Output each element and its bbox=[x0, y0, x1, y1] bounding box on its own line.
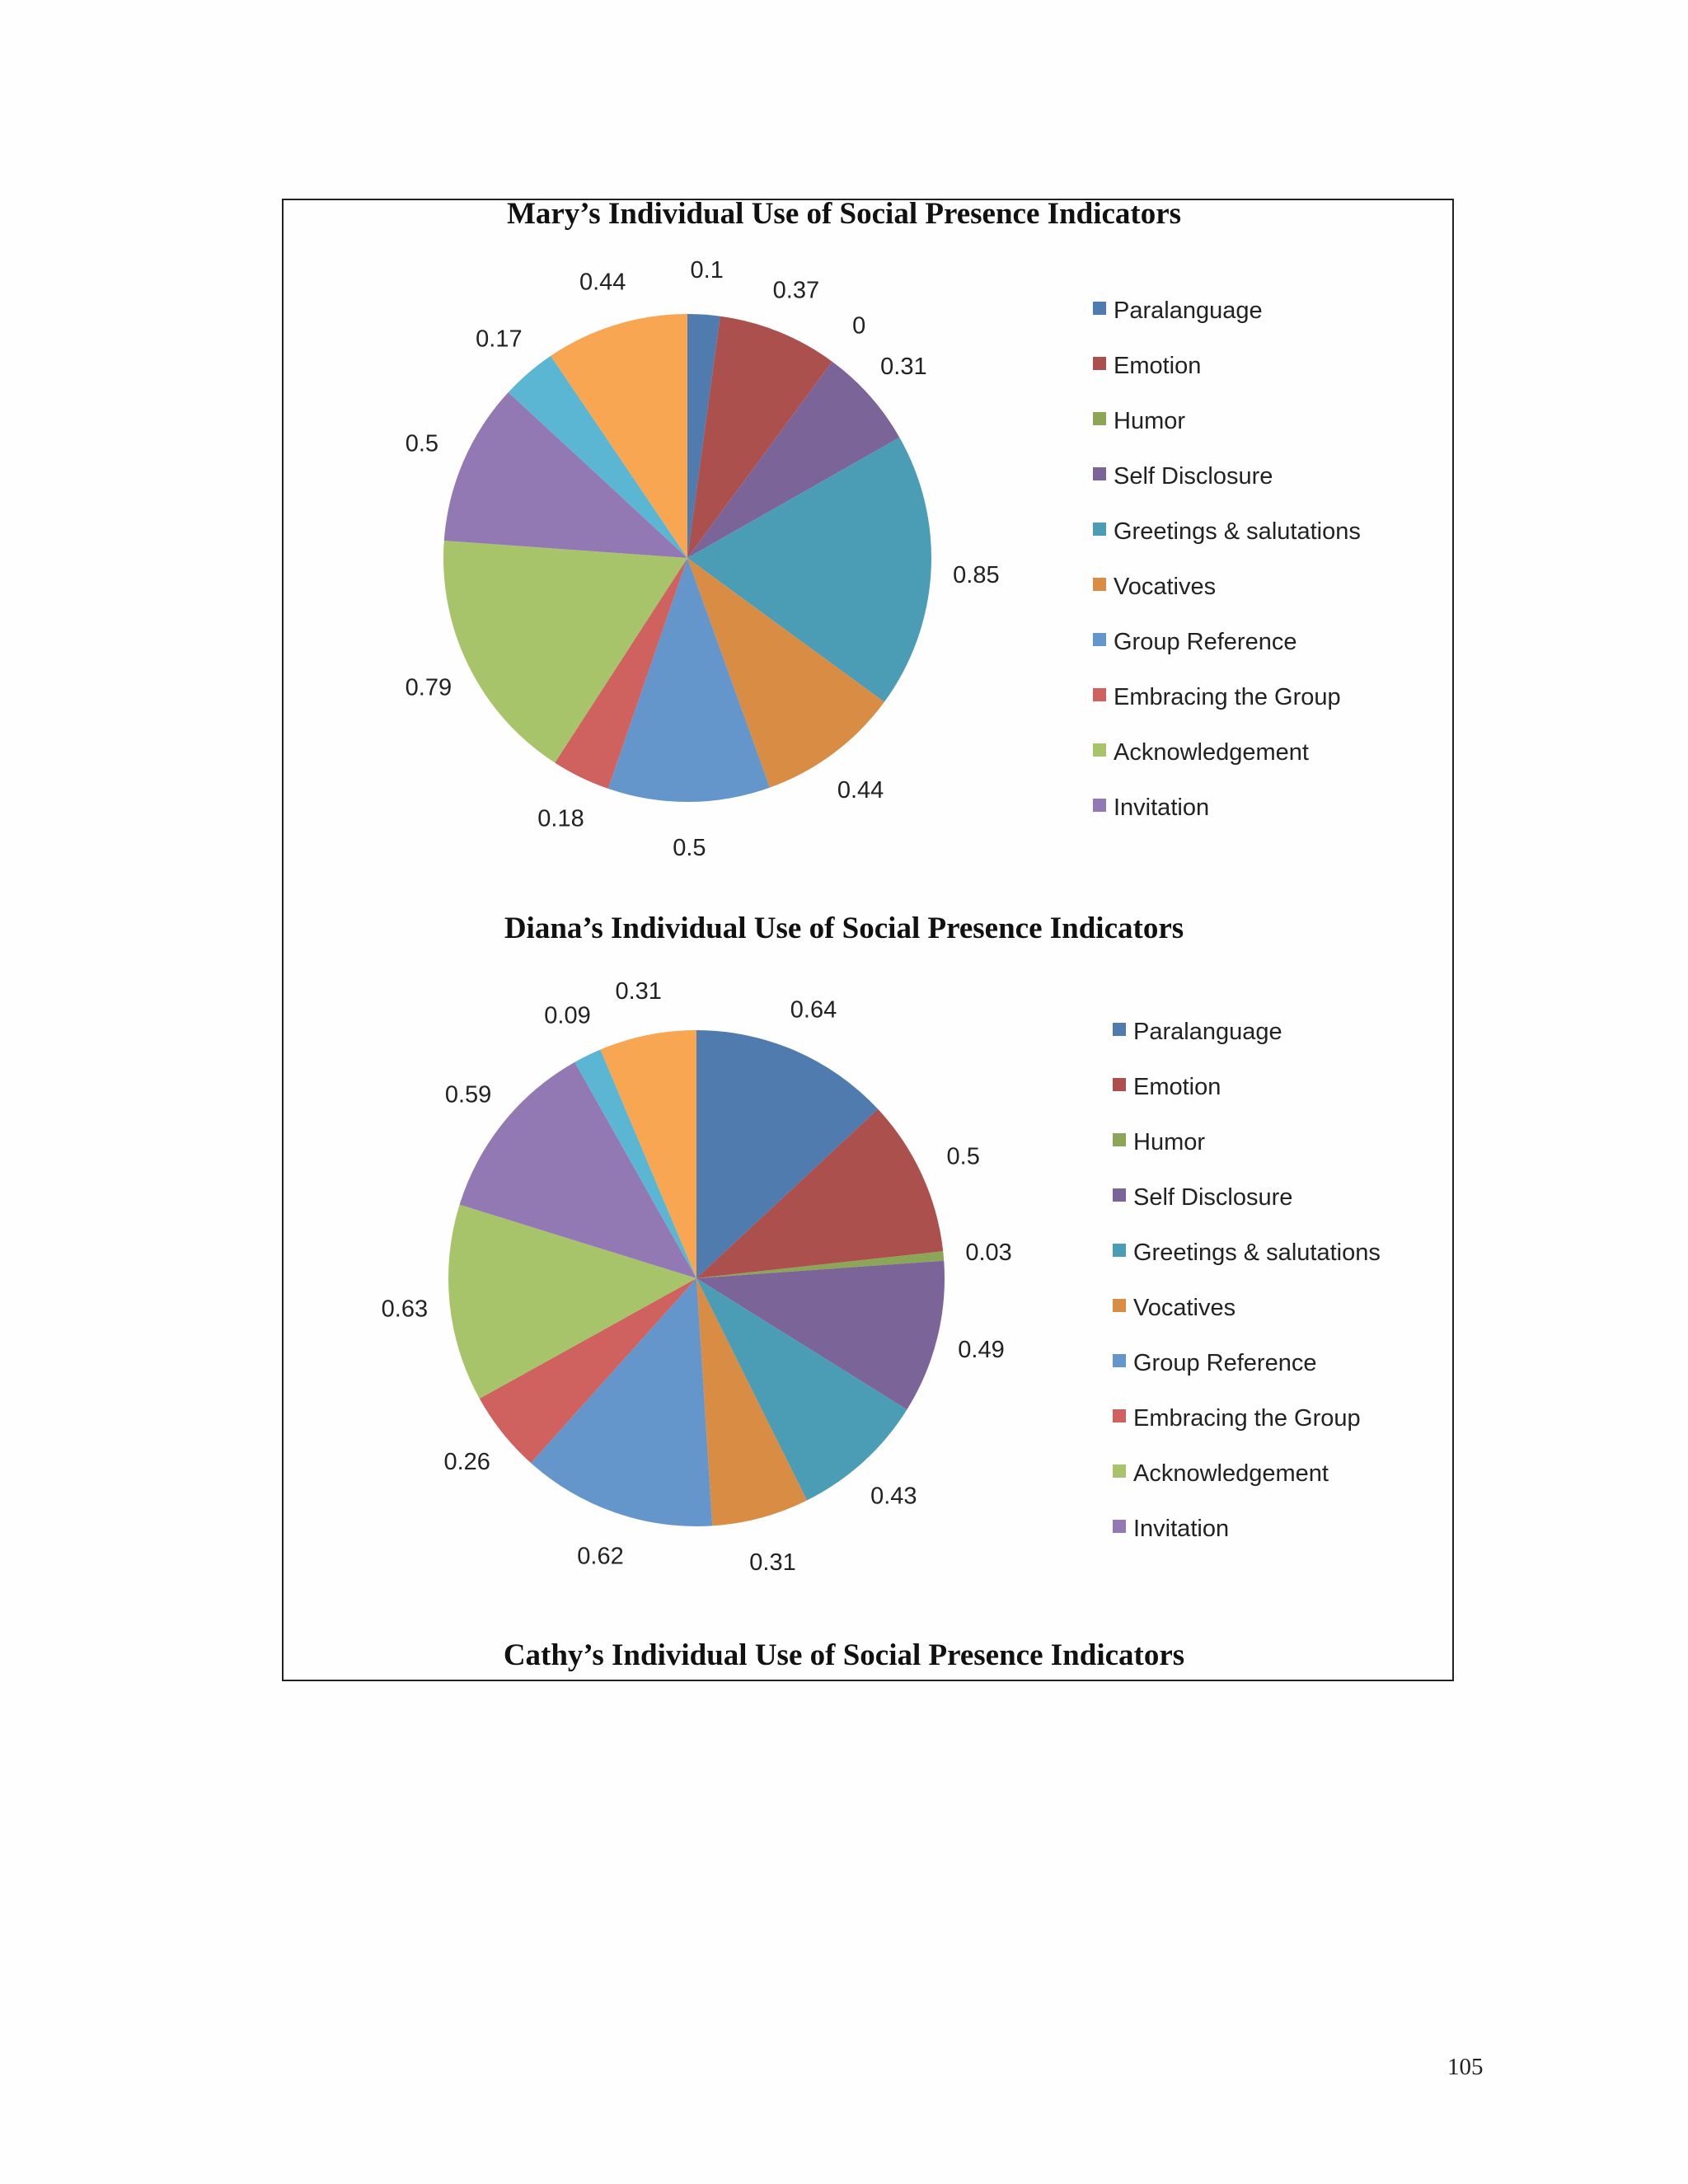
legend-label-vocatives: Vocatives bbox=[1114, 574, 1217, 600]
data-label: 0.31 bbox=[880, 353, 927, 380]
data-label: 0.03 bbox=[965, 1240, 1012, 1267]
legend-label-humor: Humor bbox=[1114, 408, 1186, 434]
data-label: 0.1 bbox=[690, 256, 724, 284]
legend-swatch-greetings-salutations bbox=[1093, 523, 1106, 536]
legend-swatch-humor bbox=[1093, 412, 1106, 425]
legend-label-humor: Humor bbox=[1133, 1129, 1206, 1155]
data-label: 0.62 bbox=[577, 1543, 624, 1570]
legend-label-greetings-salutations: Greetings & salutations bbox=[1114, 518, 1361, 545]
legend-label-emotion: Emotion bbox=[1114, 353, 1202, 379]
data-label: 0 bbox=[852, 312, 866, 340]
data-label: 0.09 bbox=[544, 1002, 591, 1029]
legend-swatch-paralanguage bbox=[1093, 302, 1106, 315]
legend-swatch-group-reference bbox=[1113, 1354, 1126, 1367]
legend-swatch-greetings-salutations bbox=[1113, 1244, 1126, 1257]
data-label: 0.31 bbox=[615, 978, 662, 1005]
data-label: 0.63 bbox=[381, 1296, 429, 1323]
legend-swatch-self-disclosure bbox=[1113, 1188, 1126, 1202]
legend-swatch-emotion bbox=[1113, 1078, 1126, 1091]
chart-title-diana: Diana’s Individual Use of Social Presence Indicators bbox=[504, 912, 1184, 945]
legend-label-acknowledgement: Acknowledgement bbox=[1114, 739, 1309, 766]
legend-swatch-invitation bbox=[1093, 799, 1106, 812]
legend-label-paralanguage: Paralanguage bbox=[1114, 298, 1263, 324]
legend-label-invitation: Invitation bbox=[1114, 794, 1210, 821]
data-label: 0.5 bbox=[673, 835, 706, 861]
data-label: 0.43 bbox=[870, 1483, 917, 1510]
data-label: 0.79 bbox=[405, 674, 452, 701]
legend-swatch-invitation bbox=[1113, 1520, 1126, 1533]
legend-label-embracing-the-group: Embracing the Group bbox=[1133, 1405, 1361, 1432]
legend-swatch-paralanguage bbox=[1113, 1023, 1126, 1036]
legend-swatch-acknowledgement bbox=[1113, 1465, 1126, 1478]
legend-swatch-self-disclosure bbox=[1093, 467, 1106, 480]
data-label: 0.49 bbox=[958, 1336, 1005, 1363]
legend-swatch-emotion bbox=[1093, 357, 1106, 370]
legend-swatch-acknowledgement bbox=[1093, 743, 1106, 757]
legend-label-self-disclosure: Self Disclosure bbox=[1133, 1184, 1293, 1211]
data-label: 0.26 bbox=[443, 1449, 490, 1475]
legend-label-acknowledgement: Acknowledgement bbox=[1133, 1460, 1329, 1487]
legend-label-paralanguage: Paralanguage bbox=[1133, 1019, 1282, 1045]
legend-swatch-embracing-the-group bbox=[1113, 1409, 1126, 1422]
legend-swatch-vocatives bbox=[1113, 1299, 1126, 1312]
data-label: 0.5 bbox=[946, 1143, 980, 1170]
legend-label-self-disclosure: Self Disclosure bbox=[1114, 463, 1273, 490]
legend-swatch-group-reference bbox=[1093, 633, 1106, 646]
page-number: 105 bbox=[1447, 2054, 1484, 2080]
data-label: 0.17 bbox=[476, 326, 523, 353]
data-label: 0.64 bbox=[790, 996, 837, 1024]
legend-label-invitation: Invitation bbox=[1133, 1516, 1230, 1542]
legend-1 bbox=[1113, 1019, 1381, 1542]
data-label: 0.5 bbox=[405, 430, 439, 457]
data-label: 0.18 bbox=[537, 805, 584, 832]
legend-swatch-vocatives bbox=[1093, 578, 1106, 591]
legend-label-embracing-the-group: Embracing the Group bbox=[1114, 684, 1341, 710]
data-label: 0.85 bbox=[953, 562, 1000, 589]
data-label: 0.44 bbox=[579, 269, 626, 296]
legend-label-group-reference: Group Reference bbox=[1114, 629, 1297, 655]
pie-chart-1 bbox=[382, 978, 1012, 1576]
legend-swatch-embracing-the-group bbox=[1093, 688, 1106, 701]
legend-label-vocatives: Vocatives bbox=[1133, 1295, 1236, 1321]
data-label: 0.59 bbox=[444, 1081, 492, 1108]
chart-title-mary: Mary’s Individual Use of Social Presence Indicators bbox=[506, 197, 1182, 231]
legend-swatch-humor bbox=[1113, 1133, 1126, 1146]
legend-0 bbox=[1093, 298, 1361, 821]
data-label: 0.31 bbox=[749, 1549, 796, 1576]
legend-label-greetings-salutations: Greetings & salutations bbox=[1133, 1240, 1381, 1266]
data-label: 0.44 bbox=[837, 777, 884, 804]
legend-label-emotion: Emotion bbox=[1133, 1074, 1221, 1100]
legend-label-group-reference: Group Reference bbox=[1133, 1350, 1317, 1376]
chart-title-cathy: Cathy’s Individual Use of Social Presence Indicators bbox=[503, 1638, 1185, 1672]
pie-chart-0 bbox=[406, 257, 1000, 861]
data-label: 0.37 bbox=[772, 277, 820, 304]
